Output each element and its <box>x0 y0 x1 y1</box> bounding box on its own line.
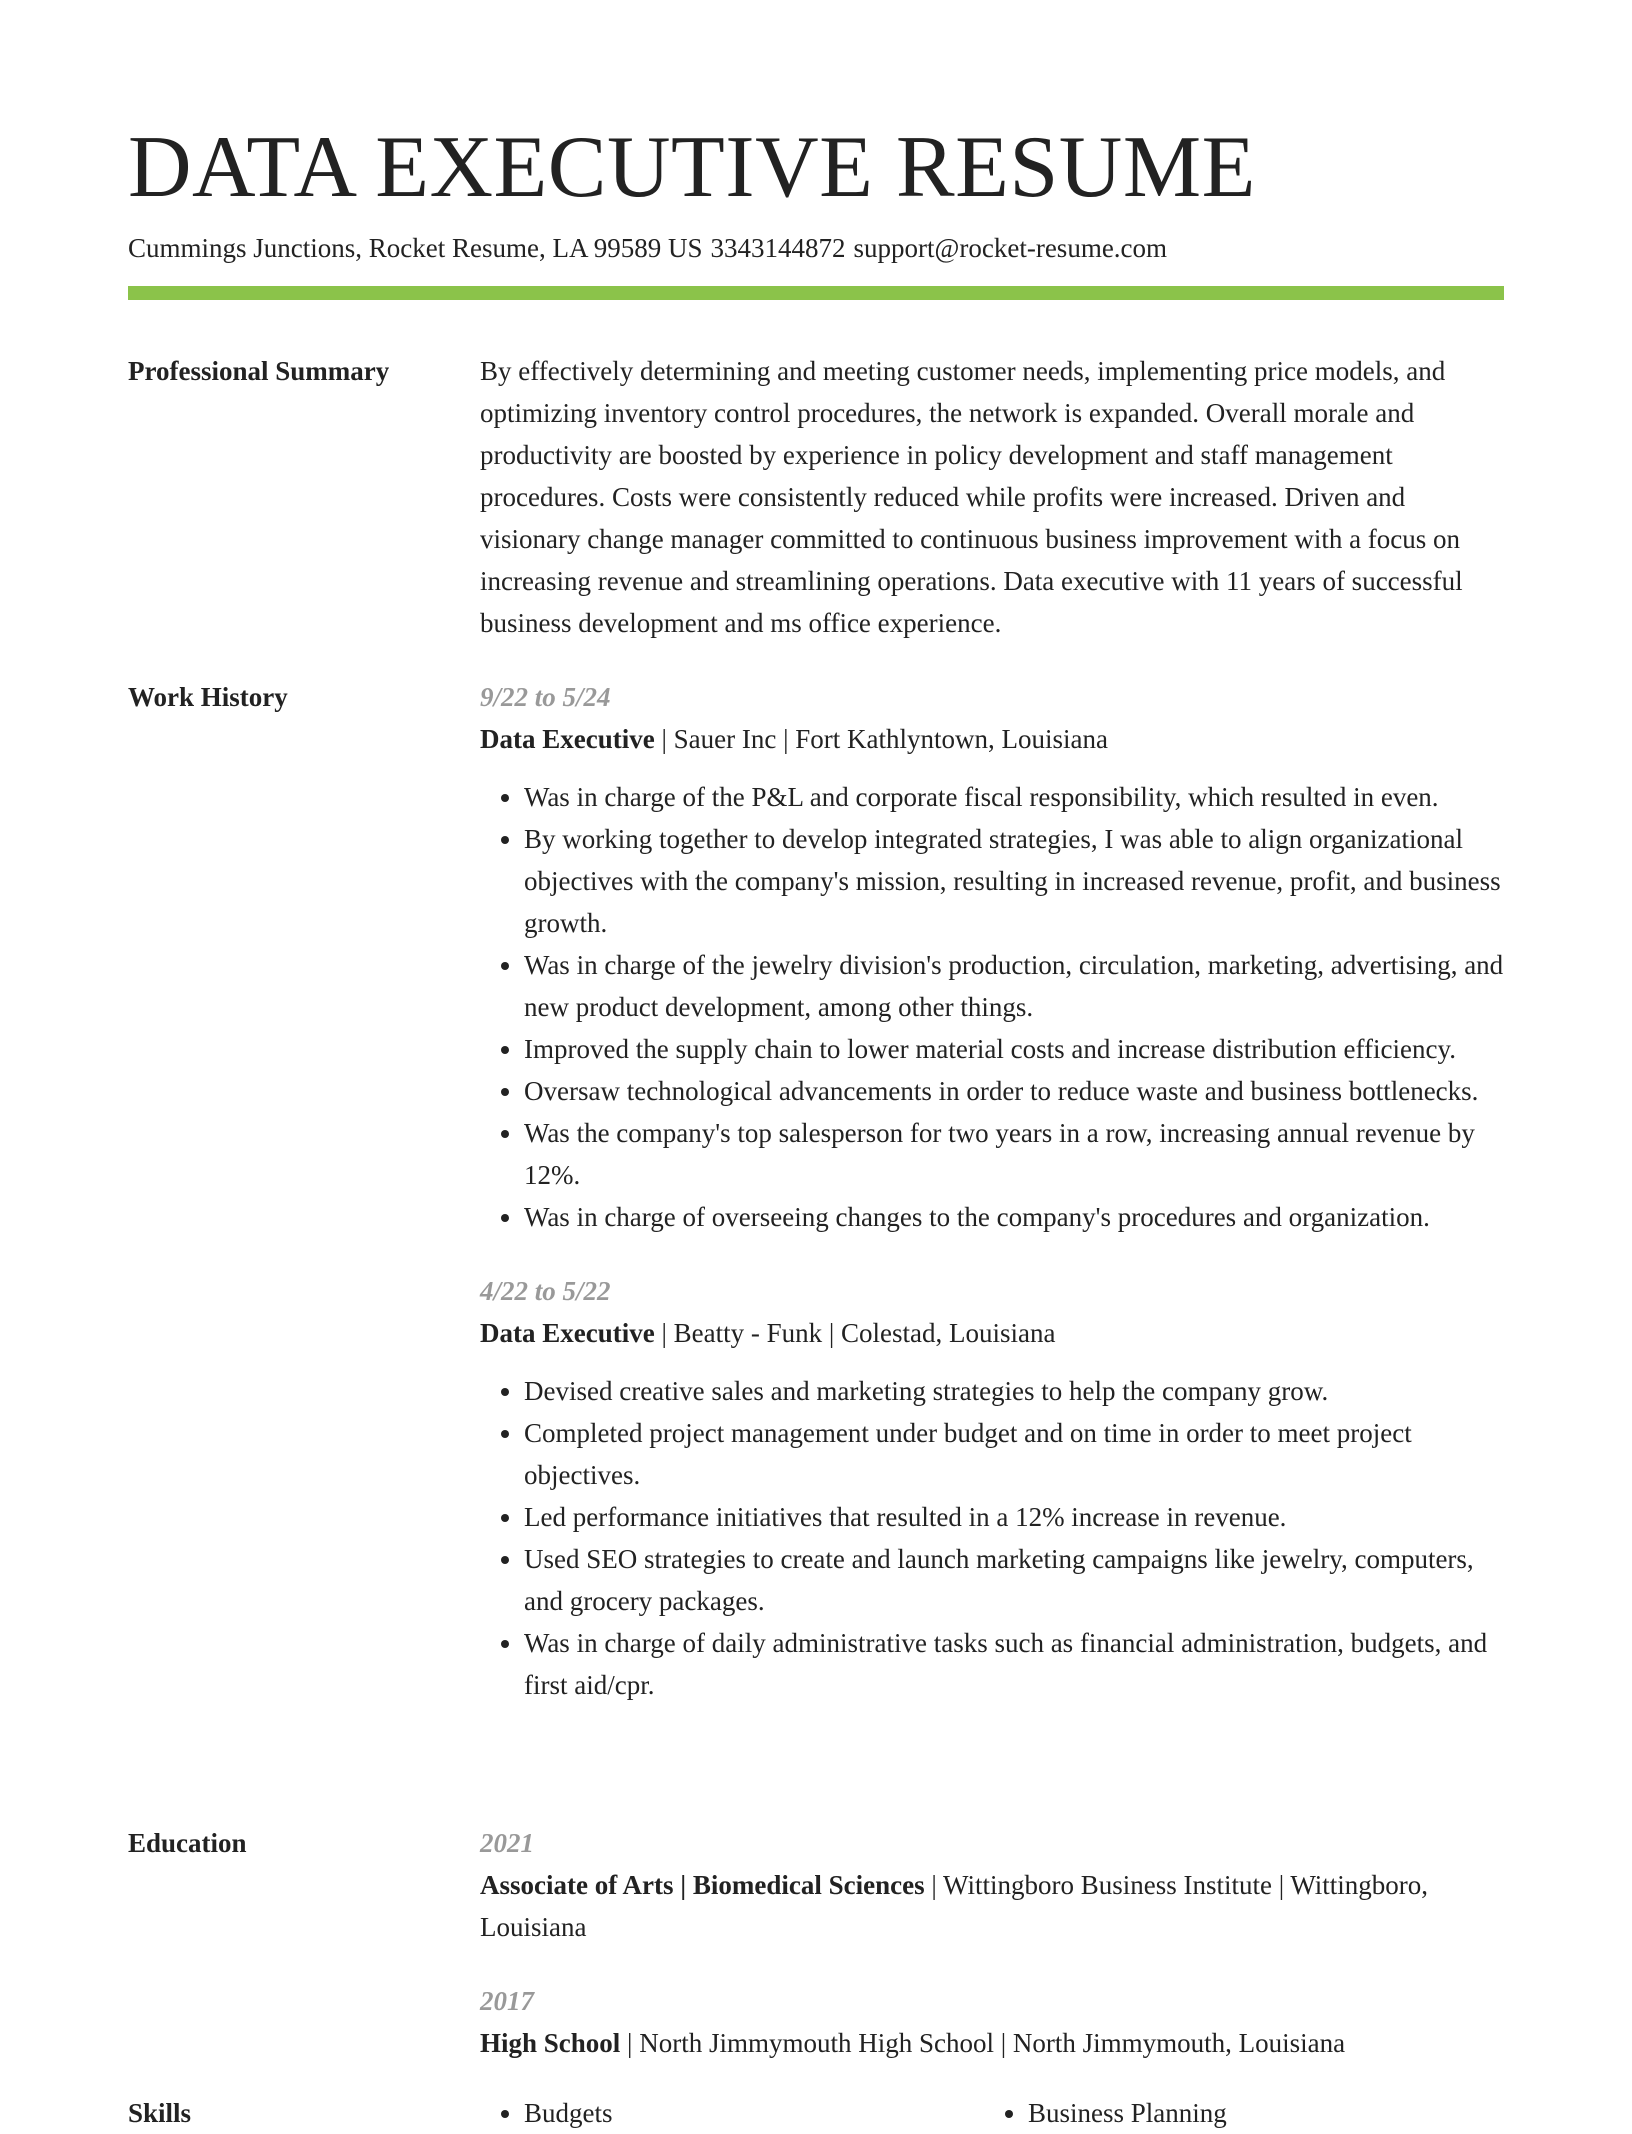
education-entry <box>480 1822 1504 1948</box>
education-details: | Wittingboro Business Institute | Wittingboro, Louisiana <box>480 1870 1429 1942</box>
contact-phone: 3343144872 <box>710 233 846 263</box>
job-bullet: • Oversaw technological advancements in order to reduce waste and business bottlenecks. <box>524 1070 1504 1112</box>
contact-line <box>128 230 1167 266</box>
skills-section <box>480 2092 1504 2134</box>
job-bullet: • Was the company's top salesperson for two years in a row, increasing annual revenue by 12%. <box>524 1112 1504 1196</box>
education-heading: Education <box>128 1828 247 1858</box>
job-bullets <box>480 1370 1504 1706</box>
job-bullet: • By working together to develop integrated strategies, I was able to align organizational objectives with the company's mission, resulting in increased revenue, profit, and business growth. <box>524 818 1504 944</box>
contact-email: support@rocket-resume.com <box>853 233 1168 263</box>
job-bullet: • Completed project management under budget and on time in order to meet project objectives. <box>524 1412 1504 1496</box>
summary-heading: Professional Summary <box>128 356 390 386</box>
job-bullet: • Was in charge of the jewelry division's production, circulation, marketing, advertising, and new product development, among other things. <box>524 944 1504 1028</box>
education-line <box>480 2022 1504 2064</box>
job-bullet: • Led performance initiatives that resulted in a 12% increase in revenue. <box>524 1496 1504 1538</box>
job-bullets <box>480 776 1504 1238</box>
contact-address: Cummings Junctions, Rocket Resume, LA 99589 US <box>128 233 703 263</box>
work-history-section <box>480 676 1504 1706</box>
summary-text: By effectively determining and meeting customer needs, implementing price models, and optimizing inventory control procedures, the network is expanded. Overall morale and productivity are boosted by experience in policy development and staff management procedures. Costs were consistently reduced while profits were increased. Driven and visionary change manager committed to continuous business improvement with a focus on increasing revenue and streamlining operations. Data executive with 11 years of successful business development and ms office experience. <box>480 356 1463 638</box>
job-dates: 9/22 to 5/24 <box>480 682 611 712</box>
job-role-line <box>480 718 1504 760</box>
job-entry <box>480 1270 1504 1706</box>
skills-heading: Skills <box>128 2098 192 2128</box>
education-year: 2017 <box>480 1986 534 2016</box>
education-year: 2021 <box>480 1828 534 1858</box>
skills-column <box>480 2092 984 2134</box>
summary-section <box>480 350 1504 644</box>
job-title: Data Executive <box>480 1318 655 1348</box>
skills-column <box>984 2092 1488 2134</box>
education-details: | North Jimmymouth High School | North Jimmymouth, Louisiana <box>620 2028 1346 2058</box>
job-bullet: • Was in charge of overseeing changes to the company's procedures and organization. <box>524 1196 1504 1238</box>
resume-title: DATA EXECUTIVE RESUME <box>128 119 1256 216</box>
job-bullet: • Was in charge of daily administrative tasks such as financial administration, budgets, and first aid/cpr. <box>524 1622 1504 1706</box>
job-role-line <box>480 1312 1504 1354</box>
job-details: | Beatty - Funk | Colestad, Louisiana <box>654 1318 1056 1348</box>
job-bullet: • Was in charge of the P&L and corporate fiscal responsibility, which resulted in even. <box>524 776 1504 818</box>
job-bullet: • Used SEO strategies to create and launch marketing campaigns like jewelry, computers, and grocery packages. <box>524 1538 1504 1622</box>
education-degree: High School <box>480 2028 621 2058</box>
job-details: | Sauer Inc | Fort Kathlyntown, Louisiana <box>654 724 1108 754</box>
job-bullet: • Devised creative sales and marketing strategies to help the company grow. <box>524 1370 1504 1412</box>
skill-item: • Business Planning <box>1028 2092 1488 2134</box>
job-dates: 4/22 to 5/22 <box>480 1276 611 1306</box>
education-line <box>480 1864 1504 1948</box>
job-title: Data Executive <box>480 724 655 754</box>
skills-grid <box>480 2092 1504 2134</box>
education-degree: Associate of Arts | Biomedical Sciences <box>480 1870 925 1900</box>
skill-item: • Budgets <box>524 2092 984 2134</box>
job-entry <box>480 676 1504 1238</box>
work-history-heading: Work History <box>128 682 288 712</box>
education-entry <box>480 1980 1504 2064</box>
education-section <box>480 1822 1504 2064</box>
job-bullet: • Improved the supply chain to lower material costs and increase distribution efficiency. <box>524 1028 1504 1070</box>
accent-divider <box>128 286 1504 300</box>
